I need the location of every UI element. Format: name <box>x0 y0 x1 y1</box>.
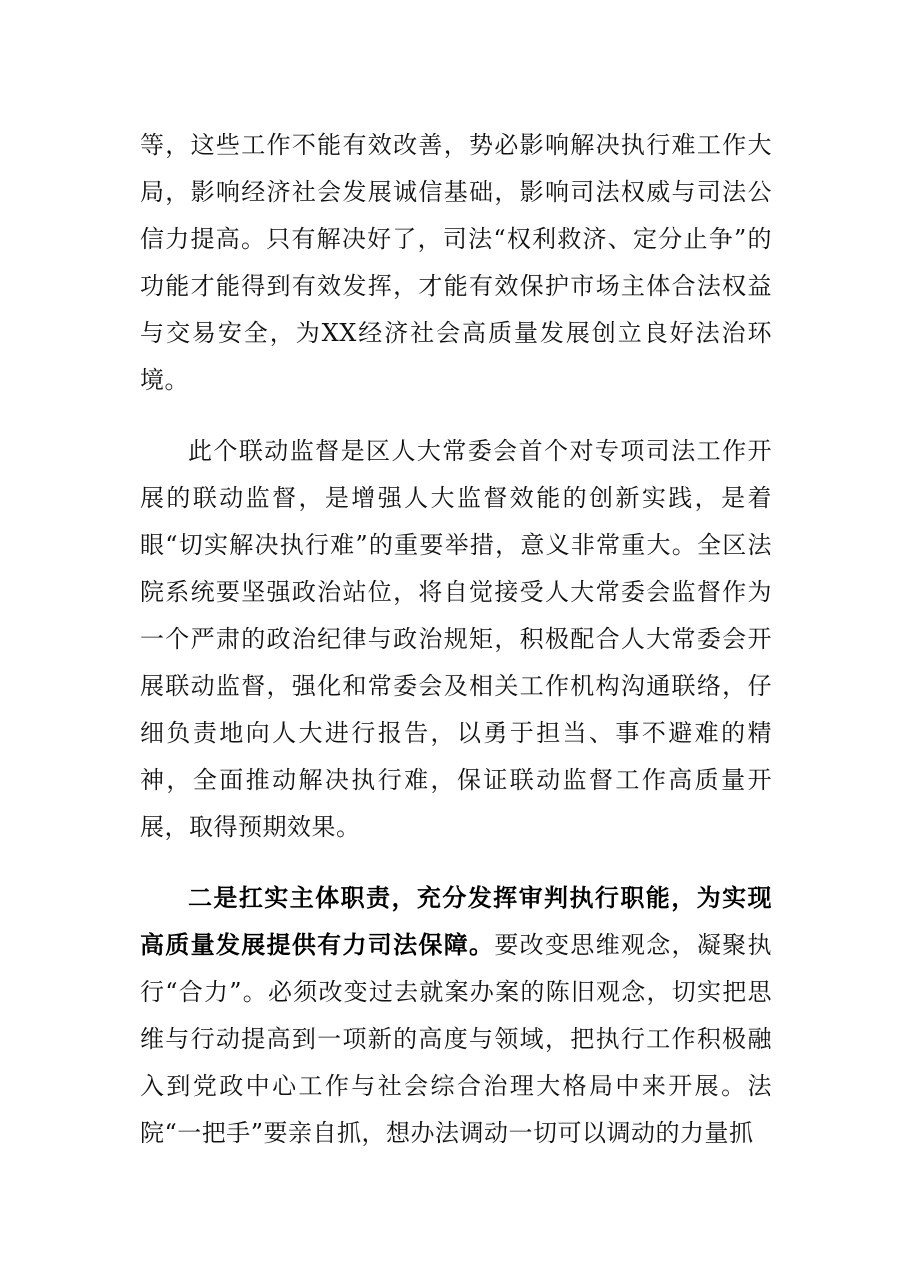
paragraph-1 <box>140 122 772 404</box>
paragraph-2-text: 此个联动监督是区人大常委会首个对专项司法工作开展的联动监督，是增强人大监督效能的创新实践，是着眼“切实解决执行难”的重要举措，意义非常重大。全区法院系统要坚强政治站位，将自觉接受人大常委会监督作为一个严肃的政治纪律与政治规矩，积极配合人大常委会开展联动监督，强化和常委会及相关工作机构沟通联络，仔细负责地向人大进行报告，以勇于担当、事不避难的精神，全面推动解决执行难，保证联动监督工作高质量开展，取得预期效果。 <box>140 437 772 841</box>
paragraph-3-text: 要改变思维观念，凝聚执行“合力”。必须改变过去就案办案的陈旧观念，切实把思维与行动提高到一项新的高度与领域，把执行工作积极融入到党政中心工作与社会综合治理大格局中来开展。法院“一把手”要亲自抓，想办法调动一切可以调动的力量抓 <box>140 931 772 1147</box>
paragraph-3-heading: 二是扛实主体职责，充分发挥审判执行职能，为实现高质量发展提供有力司法保障。 <box>140 884 772 959</box>
paragraph-1-text: 等，这些工作不能有效改善，势必影响解决执行难工作大局，影响经济社会发展诚信基础，影响司法权威与司法公信力提高。只有解决好了，司法“权利救济、定分止争”的功能才能得到有效发挥，才能有效保护市场主体合法权益与交易安全，为XX经济社会高质量发展创立良好法治环境。 <box>140 131 772 394</box>
paragraph-3 <box>140 875 772 1157</box>
document-body <box>140 122 772 1157</box>
paragraph-2 <box>140 428 772 851</box>
